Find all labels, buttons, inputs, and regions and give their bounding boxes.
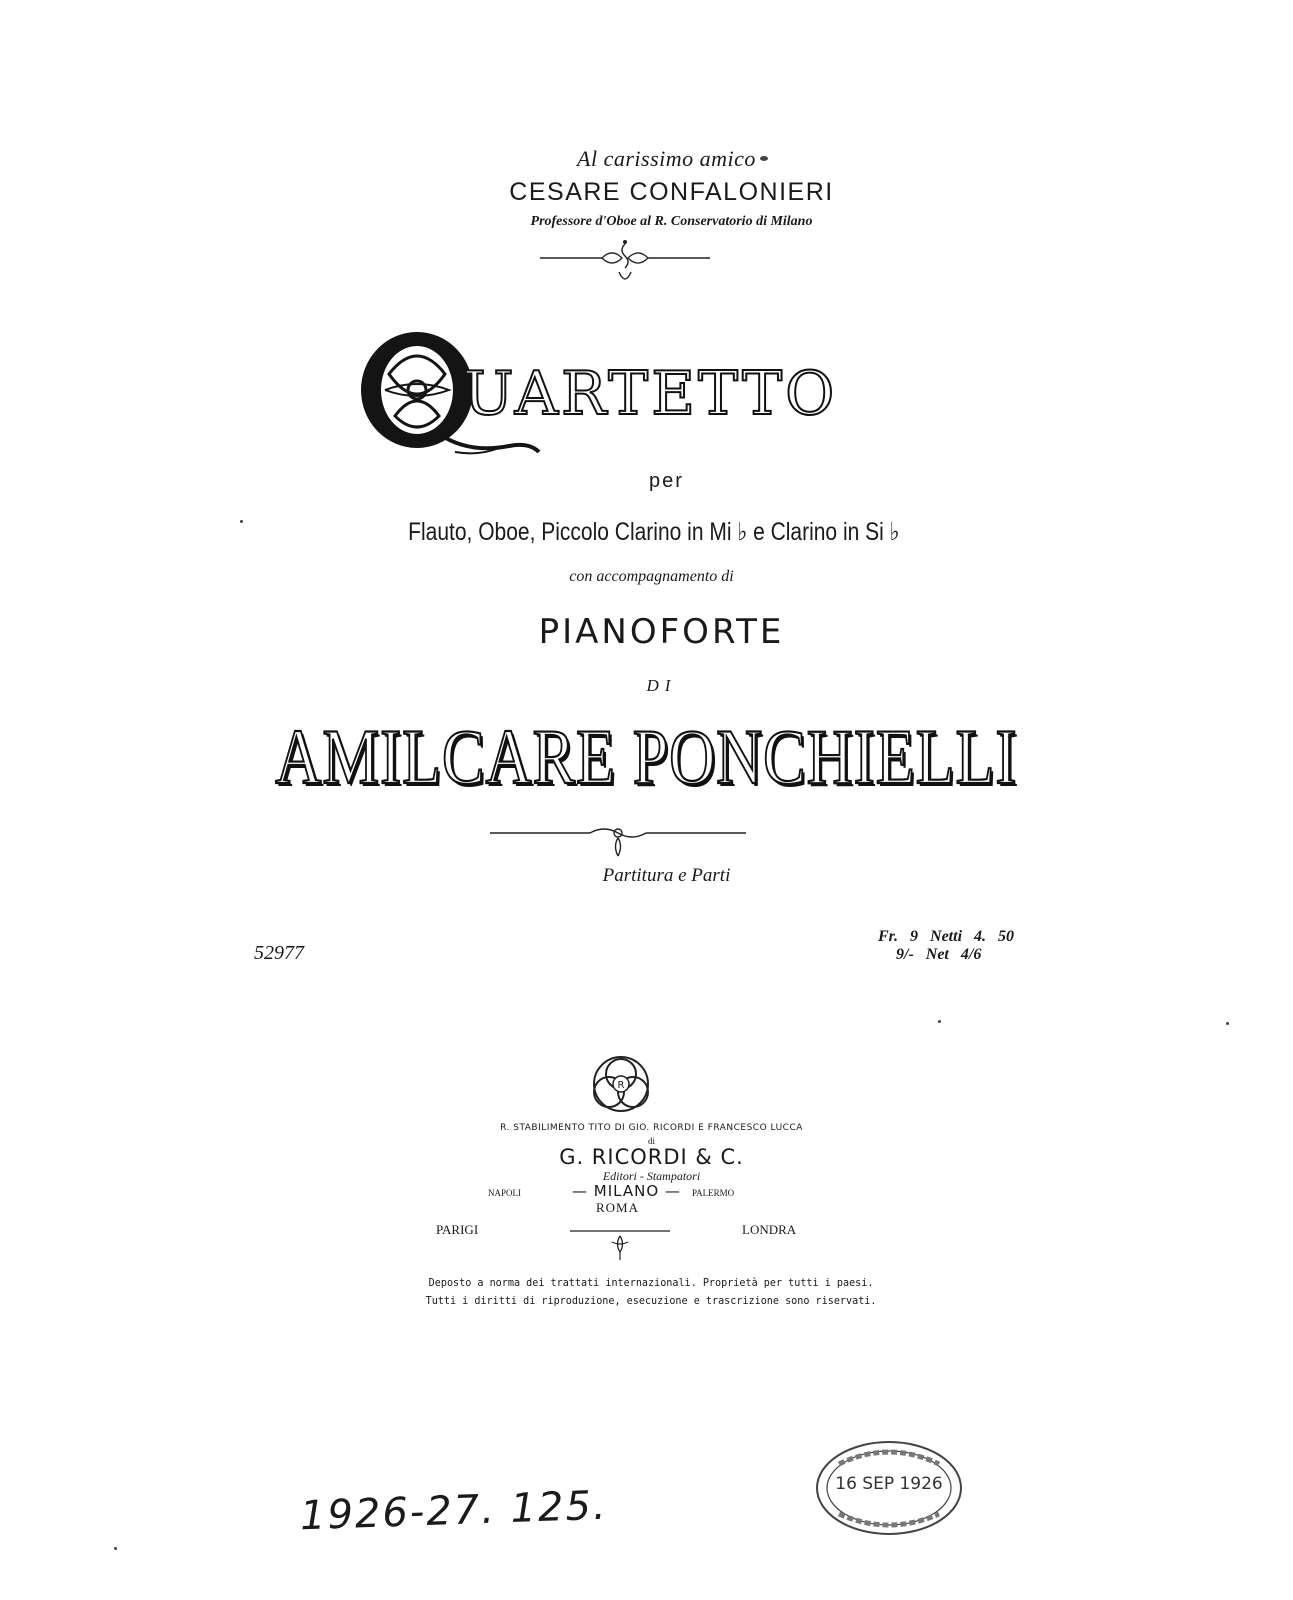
middle-ornament-icon (490, 824, 746, 860)
price-line-2: 9/- Net 4/6 (896, 946, 982, 963)
per-label: per (649, 470, 684, 492)
plate-number: 52977 (254, 942, 304, 964)
logo-letter: R (617, 1080, 625, 1091)
stamp-date: 16 SEP 1926 (835, 1474, 943, 1494)
top-ornament-icon (540, 236, 710, 288)
edition-label: Partitura e Parti (602, 865, 731, 886)
dedication-line: Al carissimo amico (577, 146, 756, 171)
publisher-name: G. RICORDI & C. (559, 1145, 744, 1169)
publisher-role: Editori - Stampatori (602, 1169, 701, 1183)
dedicatee-name: CESARE CONFALONIERI (509, 178, 834, 206)
publisher-di: di (647, 1136, 655, 1146)
legal-notice-line-2: Tutti i diritti di riproduzione, esecuzione e trascrizione sono riservati. (425, 1294, 877, 1307)
scan-speck (760, 156, 768, 161)
scan-speck (114, 1547, 117, 1550)
di-label: DI (646, 676, 677, 695)
scan-speck (938, 1020, 941, 1023)
title-block (355, 326, 915, 476)
bottom-ornament-icon (570, 1224, 670, 1264)
scan-speck (240, 520, 243, 523)
city-londra: LONDRA (742, 1222, 797, 1237)
scan-speck (1226, 1022, 1229, 1025)
dedicatee-role: Professore d'Oboe al R. Conservatorio di Milano (530, 214, 813, 229)
handwritten-shelfmark: 1926-27. 125. (299, 1482, 609, 1540)
ricordi-logo-icon (587, 1052, 655, 1116)
city-milano: — MILANO — (572, 1182, 681, 1200)
city-napoli: NAPOLI (488, 1188, 521, 1198)
title-rest: UARTETTO (463, 359, 838, 429)
price-line-1: Fr. 9 Netti 4. 50 (878, 928, 1015, 945)
publisher-establishment: R. STABILIMENTO TITO DI GIO. RICORDI E FRANCESCO LUCCA (500, 1123, 803, 1133)
city-parigi: PARIGI (436, 1222, 479, 1237)
composer-name: AMILCARE PONCHIELLI (275, 713, 1018, 800)
instrumentation: Flauto, Oboe, Piccolo Clarino in Mi ♭ e Clarino in Si ♭ (408, 518, 900, 546)
city-palermo: PALERMO (692, 1188, 735, 1198)
legal-notice-line-1: Deposto a norma dei trattati internazionali. Proprietà per tutti i paesi. (428, 1276, 874, 1289)
library-stamp (814, 1438, 964, 1538)
pianoforte-label: PIANOFORTE (538, 612, 785, 652)
city-roma: ROMA (596, 1200, 640, 1215)
accompaniment-label: con accompagnamento di (569, 568, 734, 585)
